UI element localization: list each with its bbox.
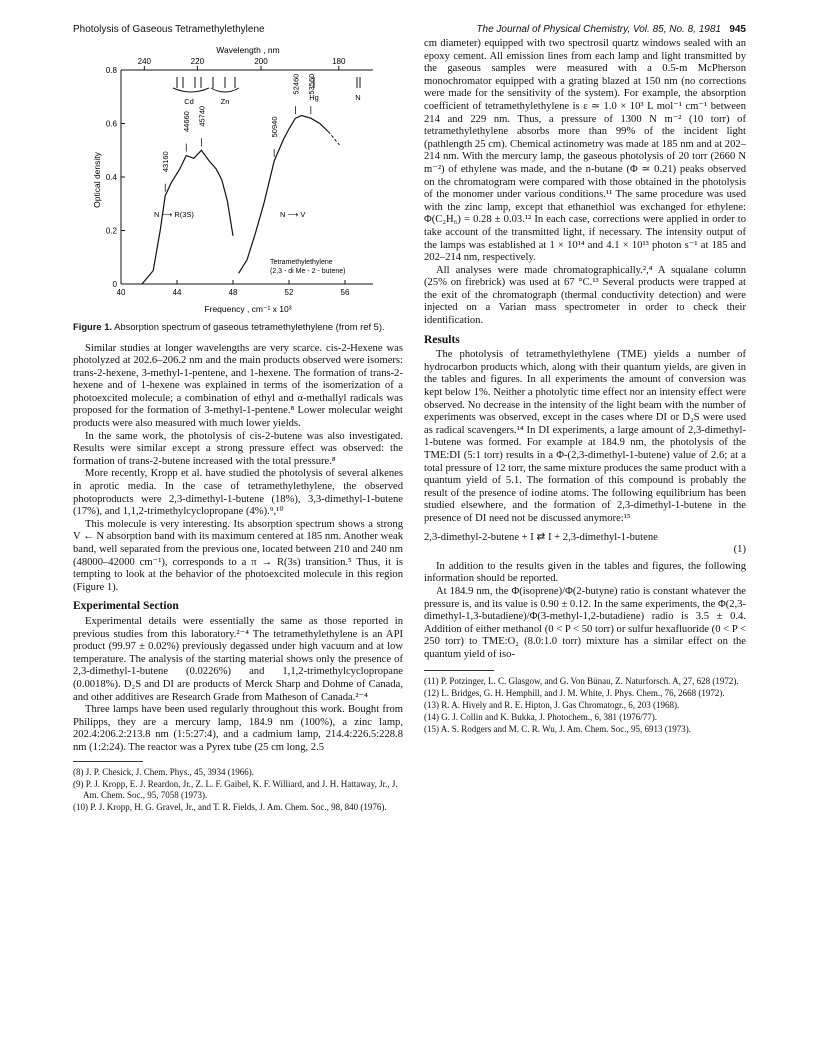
peak-label-50940: 50940 bbox=[270, 116, 280, 138]
top-tick-label-3: 180 bbox=[332, 57, 346, 66]
x-tick-label-2: 48 bbox=[228, 288, 238, 297]
compound-label: Tetramethylethylene bbox=[270, 259, 333, 266]
equation-number: (1) bbox=[733, 544, 746, 556]
figure-1 bbox=[73, 40, 403, 314]
page-number: 945 bbox=[729, 24, 746, 35]
right-paragraph-5: At 184.9 nm, the Φ(isoprene)/Φ(2-butyne) ratio is constant whatever the pressure is, and its value is 0.90 ± 0.12. In the same experiments, the Φ(2,3-dimethyl-1,3-butadiene)/Φ(3-methyl-1,2-butadiene) radio is 3.5 ± 0.4. Addition of either methanol (0 < P < 50 torr) or sulfur hexafluoride (0 < P < 250 torr) to TME:O₂ (8.0:1.0 torr) mixture has a similar effect on the quantum yield of iso- bbox=[424, 585, 746, 660]
right-paragraph-1: cm diameter) equipped with two spectrosil quartz windows sealed with an epoxy cement. All emission lines from each lamp and light transmitted by the gaseous samples were measured with a 0.5-m McPherson monochromator equipped with a grating blazed at 150 nm (no corrections were made for the sensitivity of the system). For example, the absorption coefficient of tetramethylethylene is ε ≃ 1.0 × 10³ L mol⁻¹ cm⁻¹ between 214 and 229 nm. Thus, a pressure of 1300 N m⁻² (10 torr) of tetramethylethylene absorbs more than 99% of the incident light (pathlength 25 cm). Chemical actinometry was made at 185 nm and at 202–214 nm. With the mercury lamp, the gaseous photolysis of 20 torr (2660 N m⁻²) of ethylene was made, and the n-butane (Φ ≃ 0.21) peaks observed on the chromatogram were compared with those obtained in the photolysis of the monomer under various conditions.¹¹ The same procedure was used with the zinc lamp, except that ethanethiol was exchanged for ethylene: Φ(C₂H₆) = 0.28 ± 0.03.¹² In each case, corrections were applied in order to take account of the transmitted light, if necessary. The intensity output of the lamps was established at 1 × 10¹⁴ and 4.1 × 10¹³ photon s⁻¹ at 185 and 202–214 nm, respectively. bbox=[424, 38, 746, 264]
footnote-12: (12) L. Bridges, G. H. Hemphill, and J. M. White, J. Phys. Chem., 76, 2668 (1972). bbox=[424, 687, 725, 698]
y-tick-label-4: 0.8 bbox=[105, 66, 117, 75]
cd-bracket bbox=[173, 88, 209, 92]
journal-citation bbox=[476, 24, 746, 35]
compound-label-formula: (2,3 - di Me - 2 - butene) bbox=[270, 268, 346, 275]
top-tick-label-2: 200 bbox=[254, 57, 268, 66]
footnote-rule bbox=[73, 761, 143, 762]
section-heading-experimental: Experimental Section bbox=[73, 600, 179, 613]
figure-caption-text: Absorption spectrum of gaseous tetramethylethylene (from ref 5). bbox=[112, 321, 385, 332]
footnote-9: (9) P. J. Kropp, E. J. Reardon, Jr., Z. L. F. Gaibel, K. F. Williard, and J. H. Hattaway, Jr., J. Am. Chem. Soc., 95, 7058 (1973). bbox=[73, 778, 398, 800]
lamp-lines bbox=[173, 77, 360, 92]
lamp-label-cd: Cd bbox=[184, 97, 194, 106]
top-tick-label-0: 240 bbox=[137, 57, 152, 66]
absorption-spectrum-chart bbox=[73, 40, 403, 314]
peak-label-44660: 44660 bbox=[182, 111, 192, 133]
section-heading-results: Results bbox=[424, 333, 460, 346]
y-tick-label-0: 0 bbox=[112, 280, 117, 289]
zn-bracket bbox=[211, 88, 239, 92]
left-paragraph-4: This molecule is very interesting. Its absorption spectrum shows a strong V ← N absorption band with its maximum centered at 185 nm. Another weak band, well separated from the previous one, located between 210 and 240 nm (48000–42000 cm⁻¹), corresponds to a π → R(3s) transition.⁵ Thus, it is tempting to look at the behavior of the photoexcited molecule in this region (Figure 1). bbox=[73, 518, 403, 593]
band-label-rydberg: N ⟶ R(3S) bbox=[154, 210, 194, 219]
peak-label-53560: 53560 bbox=[306, 73, 316, 95]
y-tick-label-1: 0.2 bbox=[105, 226, 117, 236]
left-paragraph-5: Experimental details were essentially the same as those reported in previous studies from this laboratory.²⁻⁴ The tetramethylethylene is an API product (99.97 ± 0.02%) previously degassed under high vacuum and at low temperature. The analysis of the starting material shows only the presence of 2,3-dimethyl-1-butene (0.0226%) and 1,1,2-trimethylcyclopropane (0.0018%). D₂S and DI are products of Merck Sharp and Dohme of Canada, and other additives are Research Grade from Matheson of Canada.²⁻⁴ bbox=[73, 615, 403, 703]
lamp-label-zn: Zn bbox=[220, 97, 230, 106]
x-tick-label-3: 52 bbox=[284, 288, 294, 297]
top-axis-label: Wavelength , nm bbox=[216, 45, 280, 55]
left-column bbox=[73, 321, 403, 814]
x-axis-label: Frequency , cm⁻¹ x 10³ bbox=[204, 304, 292, 314]
peak-label-52460: 52460 bbox=[291, 73, 301, 95]
peak-label-43160: 43160 bbox=[161, 151, 171, 173]
band-label-nv: N ⟶ V bbox=[280, 210, 306, 219]
x-tick-label-1: 44 bbox=[172, 288, 182, 297]
spectrum-dashed-tail bbox=[328, 132, 339, 145]
x-tick-label-0: 40 bbox=[116, 288, 126, 297]
footnote-15: (15) A. S. Rodgers and M. C. R. Wu, J. Am. Chem. Soc., 95, 6913 (1973). bbox=[424, 723, 691, 734]
right-paragraph-4: In addition to the results given in the tables and figures, the following information should be reported. bbox=[424, 560, 746, 585]
y-axis-label: Optical density bbox=[92, 152, 102, 208]
footnote-rule-right bbox=[424, 670, 494, 671]
right-footnotes bbox=[424, 676, 746, 735]
right-paragraph-2: All analyses were made chromatographically.²,⁴ A squalane column (25% on firebrick) was used at 67 °C.¹³ Several products were trapped at the exit of the chromatograph (thermal conductivity detection) and were injected on a Varian mass spectrometer in order to check their identification. bbox=[424, 264, 746, 327]
equation-1 bbox=[424, 532, 746, 557]
left-paragraph-2: In the same work, the photolysis of cis-2-butene was also investigated. Results were similar except a strong pressure effect was observed: the formation of trans-2-butene increased with the total pressure.⁸ bbox=[73, 430, 403, 467]
left-paragraph-6: Three lamps have been used regularly throughout this work. Bought from Philipps, they are a mercury lamp, 184.9 nm (100%), a zinc lamp, 202.4:206.2:213.8 nm (1:5:27:4), and a cadmium lamp, 214.4:226.5:228.8 nm (1:2:24). The reactor was a Pyrex tube (25 cm long, 2.5 bbox=[73, 704, 403, 753]
x-tick-label-4: 56 bbox=[340, 288, 350, 297]
journal-name: The Journal of Physical Chemistry, Vol. 85, No. 8, 1981 bbox=[476, 24, 721, 35]
top-tick-label-1: 220 bbox=[190, 57, 205, 66]
footnote-13: (13) R. A. Hively and R. E. Hipton, J. Gas Chromatogr., 6, 203 (1968). bbox=[424, 699, 680, 710]
y-tick-label-2: 0.4 bbox=[105, 173, 117, 182]
y-tick-label-3: 0.6 bbox=[105, 119, 117, 129]
figure-caption bbox=[73, 321, 403, 333]
footnote-14: (14) G. J. Collin and K. Bukka, J. Photochem., 6, 381 (1976/77). bbox=[424, 711, 657, 722]
right-paragraph-3: The photolysis of tetramethylethylene (TME) yields a number of hydrocarbon products which, along with their quantum yields, are given in the tables and figures. In all experiments the amount of conversion was kept below 1%. Neither a photolytic time effect nor an intensity effect were observed. No decrease in the intensity of the light beam with the number of experiments was observed, except in the cases where DI or D₂S were used as radical scavengers.¹⁴ In DI experiments, a large amount of 2,3-dimethyl-1-butene was formed. For example at 184.9 nm, the photolysis of the TME:DI (5:1 torr) results in a Φ-(2,3-dimethyl-1-butene) value of 2.6; at a total pressure of 12 torr, the same mixture produces the same product with a quantum yield of 5.1. The formation of this compound is probably the result of the presence of iodine atoms. The following equilibrium has been studied elsewhere, and the formation of 2,3-dimethyl-1-butene in the presence of DI need not be discussed anymore:¹⁵ bbox=[424, 349, 747, 524]
figure-caption-label: Figure 1. bbox=[73, 321, 113, 332]
running-title: Photolysis of Gaseous Tetramethylethylene bbox=[73, 24, 265, 35]
lamp-label-hg: Hg bbox=[309, 93, 319, 102]
spectrum-series-1 bbox=[239, 116, 329, 274]
left-paragraph-1: Similar studies at longer wavelengths are very scarce. cis-2-Hexene was photolyzed at 202.6–206.2 nm and the main products observed were isomers: trans-2-hexene, 3-methyl-1-pentene, and 1-hexene. The formation of trans-2-hexene and of 1-hexene was explained in terms of the isomerization of a photoexcited molecule; a combination of ethyl and α-methallyl radicals was proposed for the formation of 3-methyl-1-pentene.⁸ Lower molecular weight products were also measured with much lower yields. bbox=[73, 342, 403, 430]
footnote-11: (11) P. Potzinger, L. C. Glasgow, and G. Von Bünau, Z. Naturforsch. A, 27, 628 (1972). bbox=[424, 675, 739, 686]
peak-label-45740: 45740 bbox=[197, 105, 207, 127]
left-paragraph-3: More recently, Kropp et al. have studied the photolysis of several alkenes in aprotic media. In the case of tetramethylethylene, the observed photoproducts were 2,3-dimethyl-1-butene (18%), 3,3-dimethyl-1-butene (17%), and 1,1,2-trimethylcyclopropane (4%).⁹,¹⁰ bbox=[73, 468, 403, 518]
equation-text: 2,3-dimethyl-2-butene + I ⇄ I + 2,3-dimethyl-1-butene bbox=[424, 531, 658, 543]
footnote-10: (10) P. J. Kropp, H. G. Gravel, Jr., and T. R. Fields, J. Am. Chem. Soc., 98, 840 (1976). bbox=[73, 801, 387, 812]
lamp-label-n: N bbox=[355, 93, 361, 102]
right-column bbox=[424, 38, 746, 736]
left-footnotes bbox=[73, 767, 403, 813]
footnote-8: (8) J. P. Chesick, J. Chem. Phys., 45, 3934 (1966). bbox=[73, 766, 255, 777]
